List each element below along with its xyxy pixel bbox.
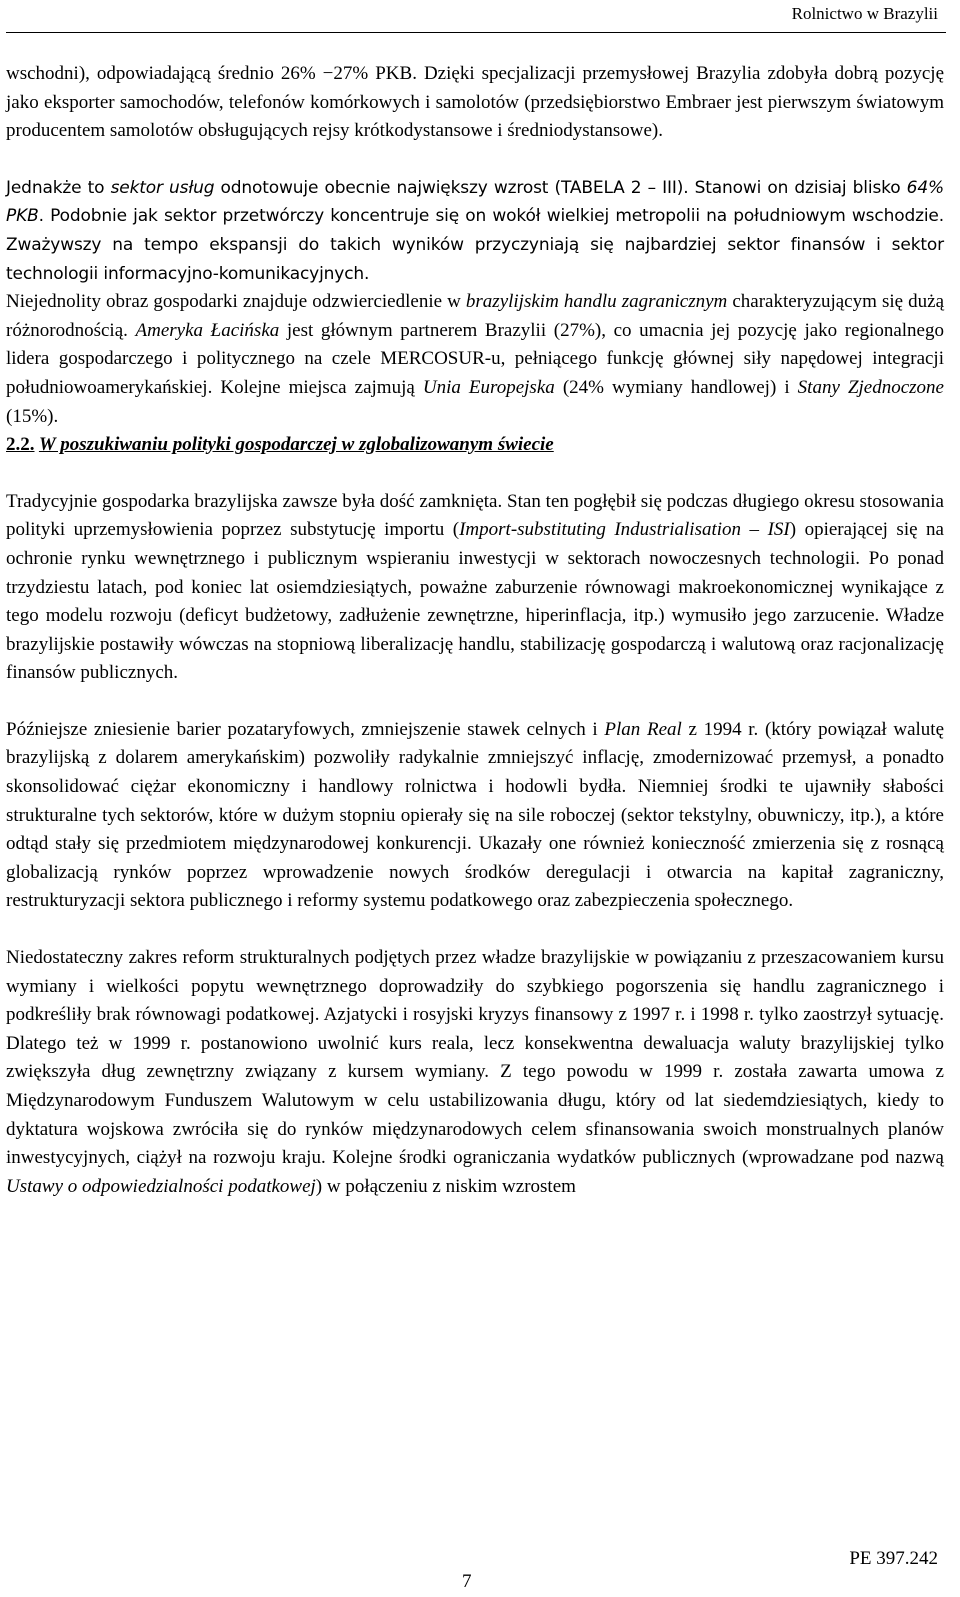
- text-run: Tradycyjnie gospodarka brazylijska zawsze była dość zamknięta. Stan ten pogłębił się podczas długiego okresu stosowania polityki uprzemysłowienia poprzez substytucję importu (: [6, 490, 944, 541]
- header-rule: [6, 32, 946, 33]
- text-run: . Podobnie jak sektor przetwórczy koncentruje się on wokół wielkiej metropolii na południowym wschodzie. Zważywszy na tempo ekspansji do takich wyników przyczyniają się najbardziej sektor finansów i sektor technologii informacyjno-komunikacyjnych.: [6, 206, 944, 284]
- text-run: (24% wymiany handlowej) i: [554, 376, 798, 398]
- text-run: jest głównym partnerem Brazylii (27%), co umacnia jej pozycję jako regionalnego lidera gospodarczego i politycznego na czele MERCOSUR-u, pełniącego funkcję głównej siły napędowej integracji południowoamerykańskiej. Kolejne miejsca zajmują: [6, 319, 944, 398]
- text-run: Niejednolity obraz gospodarki znajduje odzwierciedlenie w: [6, 291, 466, 313]
- running-header: Rolnictwo w Brazylii: [791, 4, 938, 23]
- paragraph-industry-exports: [6, 60, 944, 146]
- text-run: (15%).: [6, 405, 59, 427]
- text-run: ) w połączeniu z niskim wzrostem: [315, 1175, 576, 1197]
- text-run: Niedostateczny zakres reform strukturalnych podjętych przez władze brazylijskie w powiązaniu z przeszacowaniem kursu wymiany i wielkości popytu wewnętrznego doprowadziły do szybkiego pogorszenia się handlu zagranicznego i podkreśliły brak równowagi podatkowej. Azjatycki i rosyjski kryzys finansowy z 1997 r. i 1998 r. tylko zaostrzył sytuację. Dlatego też w 1999 r. postanowiono uwolnić kurs reala, lecz konsekwentna dewaluacja waluty brazylijskiej tylko zwiększyła dług zewnętrzny związany z kursem wymiany. Z tego powodu w 1999 r. została zawarta umowa z Międzynarodowym Funduszem Walutowym w celu ustabilizowania długu, który od lat siedemdziesiątych, kiedy to dyktatura wojskowa zwróciła się do rynków międzynarodowych celem sfinansowania swoich monstrualnych planów inwestycyjnych, ciążył na rozwoju kraju. Kolejne środki ograniczania wydatków publicznych (wprowadzane pod nazwą: [6, 947, 944, 1169]
- emphasis: brazylijskim handlu zagranicznym: [465, 291, 728, 313]
- emphasis: Import-substituting Industrialisation – ISI: [459, 519, 790, 541]
- paragraph-plan-real: [6, 716, 944, 916]
- text-run: z 1994 r. (który powiązał walutę brazylijską z dolarem amerykańskim) pozwoliły radykalnie zmniejszyć inflację, zmodernizować przemysł, a ponadto skonsolidować ciężar ekonomiczny i handlowy rolnictwa i hodowli bydła. Niemniej środki te ujawniły słabości strukturalne tych sektorów, które w dużym stopniu opierały się na sile roboczej (sektor tekstylny, obuwniczy, itp.), a które odtąd stały się przedmiotem międzynarodowej konkurencji. Ukazały one również konieczność zmierzenia się z rosnącą globalizacją rynków poprzez wprowadzenie nowych środków deregulacji i otwarcia na kapitał zagraniczny, restrukturyzacji sektora publicznego i reformy systemu podatkowego oraz zabezpieczenia społecznego.: [6, 718, 945, 912]
- text-run: wschodni), odpowiadającą średnio 26% −27% PKB. Dzięki specjalizacji przemysłowej Brazylia zdobyła dobrą pozycję jako eksporter samochodów, telefonów komórkowych i samolotów (przedsiębiorstwo Embraer jest pierwszym światowym producentem samolotów obsługujących rejsy krótkodystansowe i średniodystansowe).: [6, 63, 944, 142]
- section-title: W poszukiwaniu polityki gospodarczej w zglobalizowanym świecie: [38, 434, 554, 456]
- emphasis: Ustawy o odpowiedzialności podatkowej: [6, 1175, 316, 1197]
- emphasis: sektor usług: [110, 177, 215, 198]
- paragraph-services-sector: [6, 174, 944, 288]
- emphasis: Ameryka Łacińska: [135, 319, 280, 341]
- text-run: odnotowuje obecnie największy wzrost (TABELA 2 – III). Stanowi on dzisiaj blisko: [214, 177, 907, 198]
- page-number: 7: [462, 1571, 472, 1592]
- section-heading: [6, 431, 944, 460]
- emphasis: Plan Real: [604, 718, 682, 740]
- document-reference: PE 397.242: [849, 1548, 938, 1569]
- section-number: 2.2.: [6, 434, 35, 456]
- emphasis: 64% PKB: [6, 177, 944, 227]
- text-run: Późniejsze zniesienie barier pozataryfowych, zmniejszenie stawek celnych i: [6, 718, 605, 740]
- text-run: Jednakże to: [6, 177, 111, 198]
- emphasis: Unia Europejska: [422, 376, 555, 398]
- paragraph-foreign-trade: [6, 288, 944, 431]
- emphasis: Stany Zjednoczone: [797, 376, 944, 398]
- paragraph-protectionism: [6, 488, 944, 688]
- text-run: charakteryzującym się dużą różnorodnością.: [6, 291, 945, 341]
- paragraph-structural-reforms: [6, 944, 944, 1201]
- page-body: [6, 60, 944, 1201]
- text-run: ) opierającej się na ochronie rynku wewnętrznego i publicznym wspieraniu inwestycji w sektorach nowoczesnych technologii. Po ponad trzydziestu latach, pod koniec lat osiemdziesiątych, poważne zaburzenie równowagi makroekonomicznej wynikające z tego modelu rozwoju (deficyt budżetowy, zadłużenie zewnętrzne, hiperinflacja, itp.) wymusiło jego zarzucenie. Władze brazylijskie postawiły wówczas na stopniową liberalizację handlu, stabilizację gospodarczą i walutową oraz racjonalizację finansów publicznych.: [6, 519, 944, 684]
